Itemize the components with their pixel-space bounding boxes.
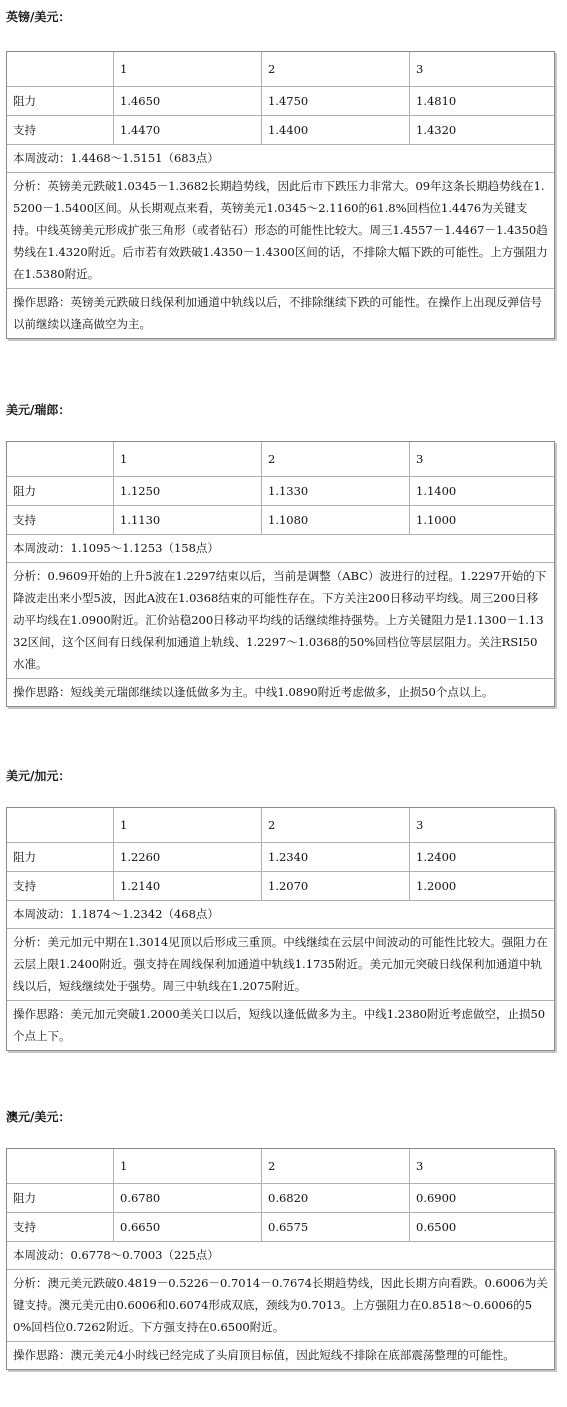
- forecast-table: [6, 1148, 555, 1370]
- section-title: 英镑/美元：: [6, 10, 71, 24]
- header-cell: 1: [114, 808, 262, 842]
- value-cell: 1.1330: [262, 477, 410, 505]
- value-cell: 1.4810: [416, 94, 457, 108]
- header-cell: 3: [416, 452, 424, 466]
- table-header-row: [7, 442, 554, 477]
- header-cell: 2: [262, 1149, 410, 1183]
- resistance-row: [7, 1184, 554, 1213]
- analysis-row: [7, 173, 554, 289]
- support-row: [7, 506, 554, 535]
- analysis-text: 分析：英镑美元跌破1.0345－1.3682长期趋势线，因此后市下跌压力非常大。09年这条长期趋势线在1.5200－1.5400区间。从长期观点来看，英镑美元1.0345～2.1160的61.8%回档位1.4476为关键支持。中线英镑美元形成扩张三角形（或者钻石）形态的可能性比较大。周三1.4557－1.4467－1.4350趋势线在1.4320附近。后市若有效跌破1.4350－1.4300区间的话，不排除大幅下跌的可能性。上方强阻力在1.5380附近。: [13, 179, 548, 281]
- strategy-row: [7, 289, 554, 338]
- table-header-row: [7, 808, 554, 843]
- header-cell: [7, 442, 114, 476]
- row-label: 阻力: [7, 477, 114, 505]
- value-cell: 1.4470: [114, 116, 262, 144]
- strategy-row: [7, 1342, 554, 1369]
- section-title: 美元/加元：: [6, 769, 71, 783]
- value-cell: 0.6900: [416, 1191, 457, 1205]
- value-cell: 0.6575: [262, 1213, 410, 1241]
- row-label: 阻力: [7, 1184, 114, 1212]
- support-row: [7, 872, 554, 901]
- strategy-text: 操作思路：英镑美元跌破日线保利加通道中轨线以后，不排除继续下跌的可能性。在操作上出现反弹信号以前继续以逢高做空为主。: [13, 295, 542, 331]
- resistance-row: [7, 477, 554, 506]
- value-cell: 1.1080: [262, 506, 410, 534]
- weekly-range-text: 本周波动：1.1874～1.2342（468点）: [13, 907, 219, 921]
- value-cell: 1.2000: [416, 879, 457, 893]
- value-cell: 1.2260: [114, 843, 262, 871]
- resistance-row: [7, 87, 554, 116]
- weekly-range-row: [7, 535, 554, 563]
- row-label: 阻力: [7, 87, 114, 115]
- analysis-row: [7, 563, 554, 679]
- forecast-table: [6, 441, 555, 707]
- header-cell: 2: [262, 52, 410, 86]
- header-cell: 1: [114, 442, 262, 476]
- value-cell: 1.2140: [114, 872, 262, 900]
- row-label: 支持: [7, 1213, 114, 1241]
- support-row: [7, 1213, 554, 1242]
- header-cell: 1: [114, 52, 262, 86]
- value-cell: 0.6650: [114, 1213, 262, 1241]
- weekly-range-text: 本周波动：1.1095～1.1253（158点）: [13, 541, 219, 555]
- header-cell: 1: [114, 1149, 262, 1183]
- section-title: 美元/瑞郎：: [6, 403, 71, 417]
- value-cell: 0.6780: [114, 1184, 262, 1212]
- resistance-row: [7, 843, 554, 872]
- header-cell: 3: [416, 62, 424, 76]
- header-cell: 3: [416, 1159, 424, 1173]
- analysis-text: 分析：0.9609开始的上升5波在1.2297结束以后，当前是调整（ABC）波进行的过程。1.2297开始的下降波走出来小型5波，因此A波在1.0368结束的可能性存在。下方关注200日移动平均线。周三200日移动平均线在1.0900附近。汇价站稳200日移动平均线的话继续维持强势。上方关键阻力是1.1300－1.1332区间，这个区间有日线保利加通道上轨线、1.2297～1.0368的50%回档位等层层阻力。关注RSI50水准。: [13, 569, 547, 671]
- row-label: 支持: [7, 116, 114, 144]
- table-header-row: [7, 52, 554, 87]
- value-cell: 0.6500: [416, 1220, 457, 1234]
- analysis-row: [7, 1270, 554, 1342]
- strategy-text: 操作思路：美元加元突破1.2000美关口以后，短线以逢低做多为主。中线1.2380附近考虑做空，止损50个点上下。: [13, 1007, 546, 1043]
- strategy-row: [7, 679, 554, 706]
- header-cell: 3: [416, 818, 424, 832]
- header-cell: [7, 52, 114, 86]
- row-label: 阻力: [7, 843, 114, 871]
- value-cell: 1.2400: [416, 850, 457, 864]
- section-title: 澳元/美元：: [6, 1110, 71, 1124]
- row-label: 支持: [7, 506, 114, 534]
- weekly-range-text: 本周波动：1.4468～1.5151（683点）: [13, 151, 219, 165]
- strategy-text: 操作思路：短线美元瑞郎继续以逢低做多为主。中线1.0890附近考虑做多，止损50个点以上。: [13, 685, 494, 699]
- value-cell: 0.6820: [262, 1184, 410, 1212]
- forecast-table: [6, 807, 555, 1051]
- value-cell: 1.1400: [416, 484, 457, 498]
- analysis-text: 分析：澳元美元跌破0.4819－0.5226－0.7014－0.7674长期趋势线，因此长期方向看跌。0.6006为关键支持。澳元美元由0.6006和0.6074形成双底，颈线为0.7013。上方强阻力在0.8518～0.6006的50%回档位0.7262附近。下方强支持在0.6500附近。: [13, 1276, 548, 1334]
- strategy-row: [7, 1001, 554, 1050]
- weekly-range-text: 本周波动：0.6778～0.7003（225点）: [13, 1248, 219, 1262]
- table-header-row: [7, 1149, 554, 1184]
- analysis-text: 分析：美元加元中期在1.3014见顶以后形成三重顶。中线继续在云层中间波动的可能性比较大。强阻力在云层上限1.2400附近。强支持在周线保利加通道中轨线1.1735附近。美元加元突破日线保利加通道中轨线以后，短线继续处于强势。周三中轨线在1.2075附近。: [13, 935, 548, 993]
- value-cell: 1.2340: [262, 843, 410, 871]
- weekly-range-row: [7, 901, 554, 929]
- strategy-text: 操作思路：澳元美元4小时线已经完成了头肩顶目标值，因此短线不排除在底部震荡整理的可能性。: [13, 1348, 515, 1362]
- header-cell: [7, 808, 114, 842]
- weekly-range-row: [7, 1242, 554, 1270]
- value-cell: 1.1250: [114, 477, 262, 505]
- forecast-table: [6, 51, 555, 339]
- value-cell: 1.4750: [262, 87, 410, 115]
- value-cell: 1.1130: [114, 506, 262, 534]
- header-cell: [7, 1149, 114, 1183]
- support-row: [7, 116, 554, 145]
- analysis-row: [7, 929, 554, 1001]
- value-cell: 1.2070: [262, 872, 410, 900]
- row-label: 支持: [7, 872, 114, 900]
- weekly-range-row: [7, 145, 554, 173]
- header-cell: 2: [262, 808, 410, 842]
- value-cell: 1.4650: [114, 87, 262, 115]
- value-cell: 1.1000: [416, 513, 457, 527]
- value-cell: 1.4320: [416, 123, 457, 137]
- header-cell: 2: [262, 442, 410, 476]
- value-cell: 1.4400: [262, 116, 410, 144]
